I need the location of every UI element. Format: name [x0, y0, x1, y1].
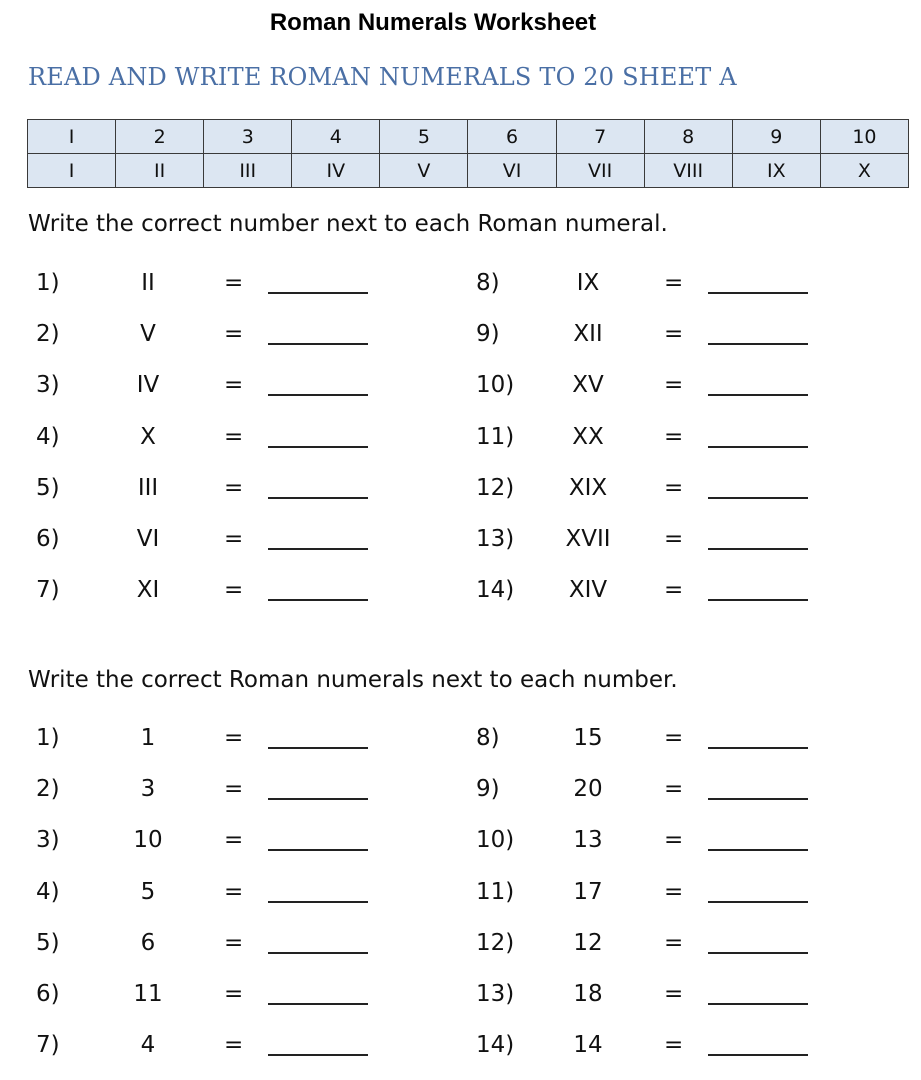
question-number: 2): [36, 321, 60, 348]
equals-sign: =: [664, 878, 684, 905]
question-value: 20: [573, 776, 603, 803]
reference-cell-number: 4: [292, 120, 380, 154]
section1-instruction: Write the correct number next to each Roman numeral.: [28, 211, 668, 237]
question-item: [28, 926, 448, 960]
reference-cell-numeral: IV: [292, 154, 380, 188]
equals-sign: =: [224, 270, 244, 296]
reference-cell-number: 6: [468, 120, 556, 154]
question-value: 14: [573, 1032, 603, 1059]
question-number: 13): [476, 526, 515, 552]
equals-sign: =: [664, 776, 684, 803]
question-value: X: [140, 423, 156, 450]
answer-blank[interactable]: [708, 983, 808, 1005]
equals-sign: =: [664, 981, 684, 1007]
equals-sign: =: [664, 526, 684, 552]
answer-blank[interactable]: [708, 881, 808, 903]
reference-cell-number: 10: [820, 120, 908, 154]
answer-blank[interactable]: [708, 477, 808, 499]
equals-sign: =: [224, 1032, 244, 1059]
question-value: 1: [140, 725, 156, 751]
question-number: 8): [476, 725, 500, 751]
equals-sign: =: [224, 827, 244, 854]
question-number: 14): [476, 1032, 515, 1059]
question-item: [28, 1028, 448, 1062]
equals-sign: =: [664, 474, 684, 501]
equals-sign: =: [664, 827, 684, 854]
question-number: 6): [36, 526, 60, 552]
reference-cell-number: 8: [644, 120, 732, 154]
question-value: V: [140, 321, 156, 348]
answer-blank[interactable]: [268, 579, 368, 601]
equals-sign: =: [664, 321, 684, 348]
question-value: III: [137, 474, 159, 501]
question-number: 8): [476, 270, 500, 296]
sheet-subtitle: READ AND WRITE ROMAN NUMERALS TO 20 SHEET A: [28, 63, 737, 91]
reference-cell-numeral: VII: [556, 154, 644, 188]
question-number: 4): [36, 423, 60, 450]
answer-blank[interactable]: [708, 727, 808, 749]
answer-blank[interactable]: [708, 323, 808, 345]
equals-sign: =: [224, 577, 244, 604]
question-number: 13): [476, 981, 515, 1007]
equals-sign: =: [224, 474, 244, 501]
equals-sign: =: [664, 1032, 684, 1059]
question-item: [468, 977, 888, 1011]
reference-cell-numeral: VI: [468, 154, 556, 188]
answer-blank[interactable]: [268, 881, 368, 903]
question-item: [28, 317, 448, 351]
answer-blank[interactable]: [708, 829, 808, 851]
answer-blank[interactable]: [268, 1034, 368, 1056]
question-item: [468, 368, 888, 402]
question-number: 6): [36, 981, 60, 1007]
question-value: XII: [573, 321, 603, 348]
question-item: [468, 772, 888, 806]
reference-table: [27, 119, 909, 188]
question-item: [468, 875, 888, 909]
reference-cell-numeral: II: [116, 154, 204, 188]
question-value: 17: [573, 878, 603, 905]
answer-blank[interactable]: [708, 272, 808, 294]
question-number: 11): [476, 423, 515, 450]
question-item: [28, 368, 448, 402]
answer-blank[interactable]: [268, 323, 368, 345]
question-item: [28, 522, 448, 556]
question-item: [468, 926, 888, 960]
reference-cell-numeral: VIII: [644, 154, 732, 188]
question-number: 9): [476, 776, 500, 803]
question-value: 3: [140, 776, 156, 803]
equals-sign: =: [224, 372, 244, 399]
equals-sign: =: [224, 526, 244, 552]
question-item: [28, 471, 448, 505]
question-number: 11): [476, 878, 515, 905]
question-value: XIX: [568, 474, 608, 501]
question-number: 4): [36, 878, 60, 905]
answer-blank[interactable]: [708, 374, 808, 396]
question-value: 6: [140, 929, 156, 956]
equals-sign: =: [224, 321, 244, 348]
question-item: [28, 977, 448, 1011]
question-value: XIV: [568, 577, 608, 604]
equals-sign: =: [664, 725, 684, 751]
answer-blank[interactable]: [268, 983, 368, 1005]
equals-sign: =: [664, 270, 684, 296]
question-number: 3): [36, 372, 60, 399]
question-number: 1): [36, 725, 60, 751]
reference-cell-number: 9: [732, 120, 820, 154]
equals-sign: =: [224, 776, 244, 803]
answer-blank[interactable]: [268, 778, 368, 800]
reference-cell-number: 2: [116, 120, 204, 154]
question-item: [28, 266, 448, 300]
question-item: [468, 1028, 888, 1062]
question-item: [468, 471, 888, 505]
question-item: [468, 823, 888, 857]
answer-blank[interactable]: [268, 272, 368, 294]
equals-sign: =: [664, 929, 684, 956]
answer-blank[interactable]: [708, 778, 808, 800]
reference-row-numbers: [28, 120, 909, 154]
question-number: 10): [476, 827, 515, 854]
question-value: 13: [573, 827, 603, 854]
question-item: [28, 772, 448, 806]
question-item: [468, 721, 888, 755]
answer-blank[interactable]: [268, 932, 368, 954]
question-item: [468, 522, 888, 556]
answer-blank[interactable]: [708, 579, 808, 601]
answer-blank[interactable]: [268, 477, 368, 499]
question-value: XI: [136, 577, 160, 604]
reference-cell-numeral: IX: [732, 154, 820, 188]
question-value: 10: [133, 827, 163, 854]
reference-cell-numeral: I: [28, 154, 116, 188]
question-number: 5): [36, 929, 60, 956]
reference-cell-number: 7: [556, 120, 644, 154]
question-value: XVII: [565, 526, 611, 552]
question-value: VI: [136, 526, 160, 552]
answer-blank[interactable]: [708, 426, 808, 448]
question-number: 7): [36, 577, 60, 604]
question-item: [28, 823, 448, 857]
reference-cell-numeral: V: [380, 154, 468, 188]
answer-blank[interactable]: [268, 829, 368, 851]
question-number: 9): [476, 321, 500, 348]
answer-blank[interactable]: [268, 374, 368, 396]
equals-sign: =: [224, 878, 244, 905]
question-number: 7): [36, 1032, 60, 1059]
equals-sign: =: [224, 725, 244, 751]
question-item: [468, 266, 888, 300]
question-value: 4: [140, 1032, 156, 1059]
answer-blank[interactable]: [268, 426, 368, 448]
question-item: [28, 573, 448, 607]
question-value: 15: [573, 725, 603, 751]
equals-sign: =: [224, 423, 244, 450]
equals-sign: =: [224, 981, 244, 1007]
equals-sign: =: [664, 577, 684, 604]
answer-blank[interactable]: [708, 932, 808, 954]
question-value: 5: [140, 878, 156, 905]
question-value: XV: [572, 372, 604, 399]
question-item: [468, 573, 888, 607]
answer-blank[interactable]: [708, 1034, 808, 1056]
question-number: 1): [36, 270, 60, 296]
question-value: XX: [572, 423, 604, 450]
worksheet-title: Roman Numerals Worksheet: [269, 9, 597, 36]
reference-cell-number: 3: [204, 120, 292, 154]
answer-blank[interactable]: [268, 528, 368, 550]
reference-cell-number: 5: [380, 120, 468, 154]
question-item: [468, 317, 888, 351]
question-value: 12: [573, 929, 603, 956]
question-number: 12): [476, 474, 515, 501]
question-value: 11: [133, 981, 163, 1007]
reference-cell-number: I: [28, 120, 116, 154]
question-item: [28, 721, 448, 755]
question-item: [28, 420, 448, 454]
question-value: IX: [576, 270, 600, 296]
question-value: 18: [573, 981, 603, 1007]
question-value: IV: [136, 372, 160, 399]
equals-sign: =: [664, 423, 684, 450]
reference-cell-numeral: III: [204, 154, 292, 188]
question-number: 3): [36, 827, 60, 854]
reference-cell-numeral: X: [820, 154, 908, 188]
answer-blank[interactable]: [268, 727, 368, 749]
question-value: II: [141, 270, 155, 296]
question-number: 14): [476, 577, 515, 604]
equals-sign: =: [664, 372, 684, 399]
question-number: 12): [476, 929, 515, 956]
answer-blank[interactable]: [708, 528, 808, 550]
question-item: [28, 875, 448, 909]
question-item: [468, 420, 888, 454]
equals-sign: =: [224, 929, 244, 956]
question-number: 2): [36, 776, 60, 803]
reference-row-numerals: [28, 154, 909, 188]
question-number: 5): [36, 474, 60, 501]
section2-instruction: Write the correct Roman numerals next to each number.: [28, 667, 678, 693]
question-number: 10): [476, 372, 515, 399]
